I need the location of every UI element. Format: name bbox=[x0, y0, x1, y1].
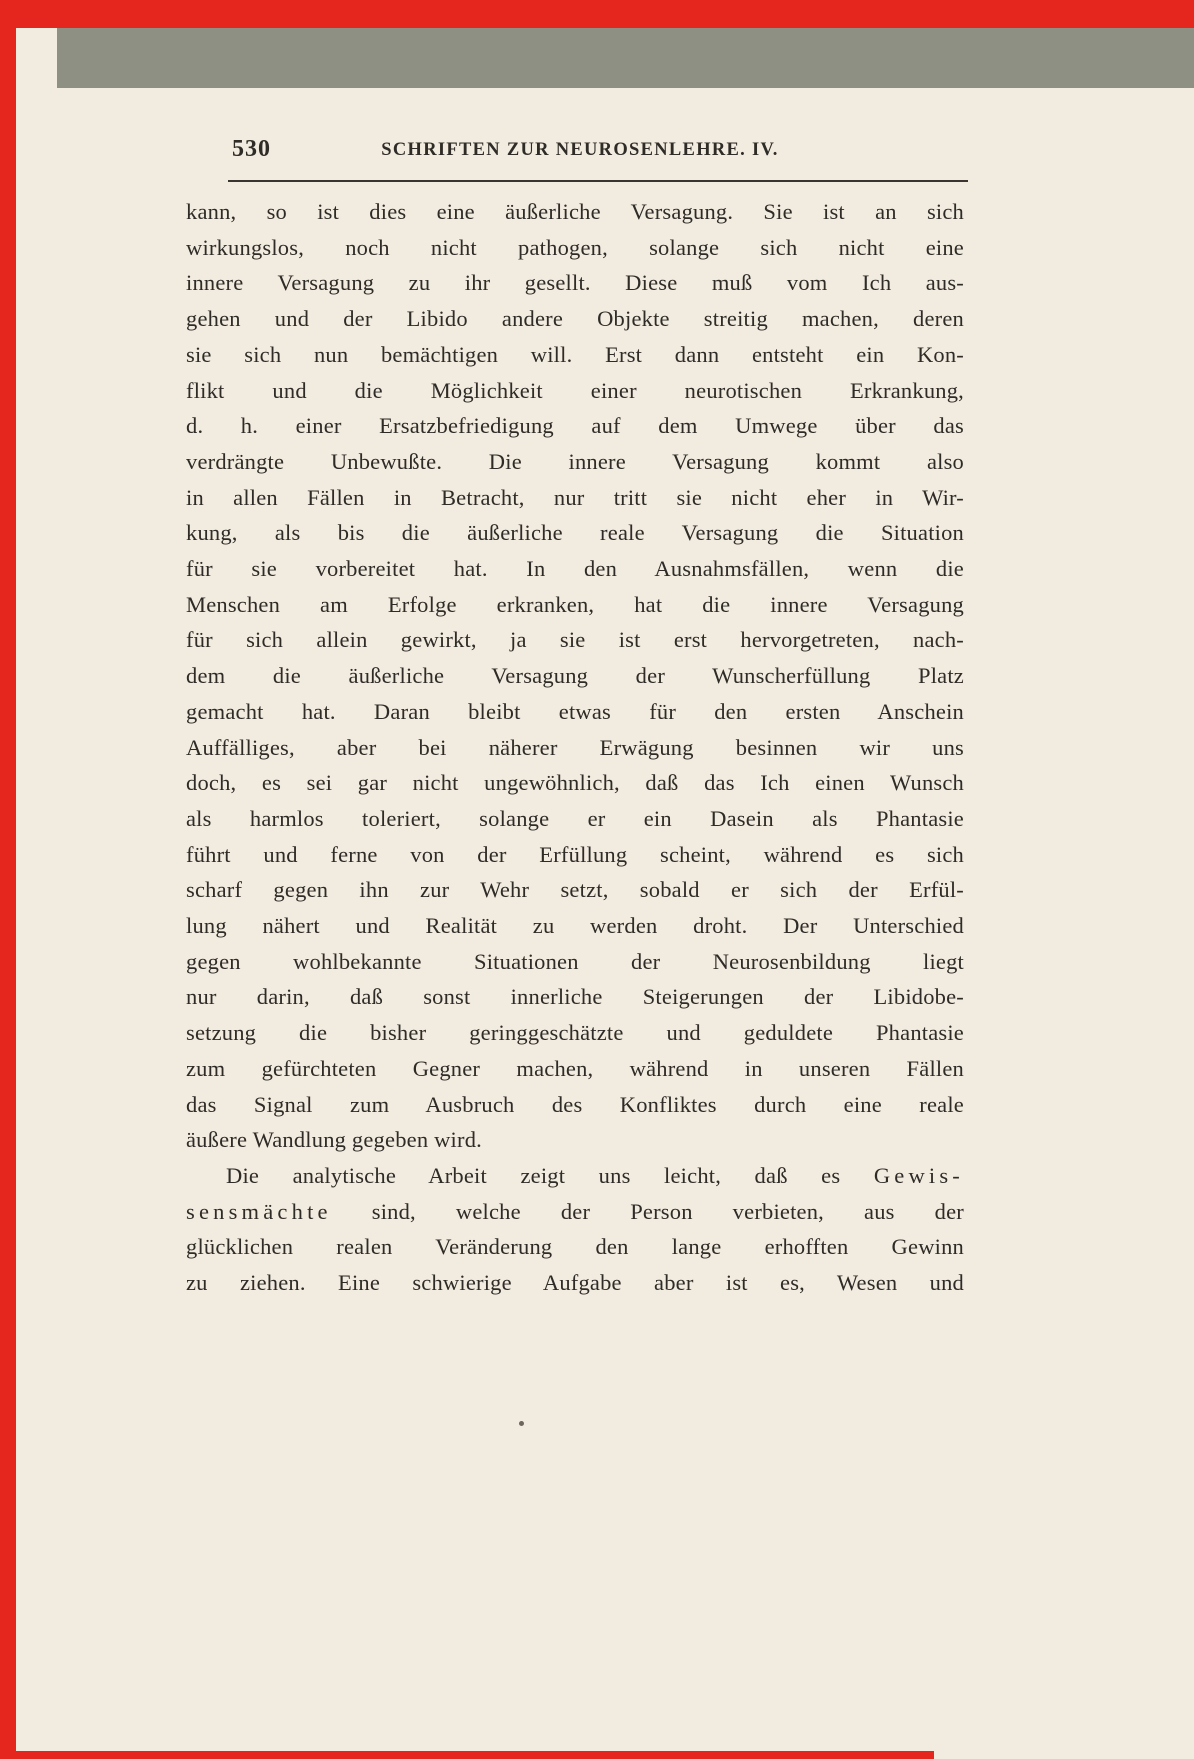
text-line bbox=[186, 765, 964, 801]
text-segment: als harmlos toleriert, solange er ein Dasein als Phantasie bbox=[186, 805, 964, 831]
text-line bbox=[186, 1265, 964, 1301]
text-line bbox=[186, 515, 964, 551]
text-segment: zu ziehen. Eine schwierige Aufgabe aber ist es, Wesen und bbox=[186, 1270, 964, 1296]
text-segment: Auffälliges, aber bei näherer Erwägung besinnen wir uns bbox=[186, 734, 964, 760]
text-segment: für sich allein gewirkt, ja sie ist erst hervorgetreten, nach- bbox=[186, 627, 964, 653]
text-segment: nur darin, daß sonst innerliche Steigerungen der Libidobe- bbox=[186, 984, 964, 1010]
text-segment: für sie vorbereitet hat. In den Ausnahmsfällen, wenn die bbox=[186, 556, 964, 582]
running-title: SCHRIFTEN ZUR NEUROSENLEHRE. IV. bbox=[381, 140, 779, 160]
text-segment: d. h. einer Ersatzbefriedigung auf dem Umwege über das bbox=[186, 413, 964, 439]
scan-red-edge-top bbox=[0, 0, 1194, 28]
text-line bbox=[186, 622, 964, 658]
text-segment: Die analytische Arbeit zeigt uns leicht, daß es bbox=[226, 1162, 874, 1188]
scan-speck bbox=[519, 1421, 524, 1426]
text-line bbox=[186, 194, 964, 230]
text-line bbox=[186, 1122, 964, 1158]
text-line bbox=[186, 444, 964, 480]
text-segment: flikt und die Möglichkeit einer neurotischen Erkrankung, bbox=[186, 377, 964, 403]
text-line bbox=[186, 1229, 964, 1265]
text-line bbox=[186, 1015, 964, 1051]
letterspaced-emphasis: Gewis- bbox=[873, 1162, 964, 1188]
scan-red-edge-bottom bbox=[14, 1751, 934, 1759]
scan-gray-band bbox=[57, 28, 1194, 88]
text-line bbox=[186, 730, 964, 766]
text-segment: gegen wohlbekannte Situationen der Neurosenbildung liegt bbox=[186, 948, 964, 974]
text-segment: das Signal zum Ausbruch des Konfliktes durch eine reale bbox=[186, 1091, 964, 1117]
page-number: 530 bbox=[232, 136, 271, 162]
text-line bbox=[186, 837, 964, 873]
text-line bbox=[186, 230, 964, 266]
text-line bbox=[186, 587, 964, 623]
text-line bbox=[186, 1158, 964, 1194]
text-segment: zum gefürchteten Gegner machen, während in unseren Fällen bbox=[186, 1055, 964, 1081]
text-line bbox=[186, 908, 964, 944]
text-line bbox=[186, 944, 964, 980]
text-line bbox=[186, 979, 964, 1015]
text-segment: doch, es sei gar nicht ungewöhnlich, daß das Ich einen Wunsch bbox=[186, 770, 964, 796]
text-segment: führt und ferne von der Erfüllung scheint, während es sich bbox=[186, 841, 964, 867]
text-line bbox=[186, 1051, 964, 1087]
text-segment: wirkungslos, noch nicht pathogen, solange sich nicht eine bbox=[186, 234, 964, 260]
body-text bbox=[186, 194, 964, 1301]
text-segment: gehen und der Libido andere Objekte streitig machen, deren bbox=[186, 306, 964, 332]
text-line bbox=[186, 694, 964, 730]
text-line bbox=[186, 480, 964, 516]
text-segment: sie sich nun bemächtigen will. Erst dann entsteht ein Kon- bbox=[186, 341, 964, 367]
page-header bbox=[186, 136, 964, 176]
text-line bbox=[186, 551, 964, 587]
text-line bbox=[186, 872, 964, 908]
letterspaced-emphasis: sensmächte bbox=[186, 1198, 332, 1224]
text-segment: lung nähert und Realität zu werden droht. Der Unterschied bbox=[186, 913, 964, 939]
text-segment: Menschen am Erfolge erkranken, hat die innere Versagung bbox=[186, 591, 964, 617]
text-line bbox=[186, 408, 964, 444]
text-segment: glücklichen realen Veränderung den lange erhofften Gewinn bbox=[186, 1234, 964, 1260]
text-segment: verdrängte Unbewußte. Die innere Versagung kommt also bbox=[186, 448, 964, 474]
text-segment: in allen Fällen in Betracht, nur tritt sie nicht eher in Wir- bbox=[186, 484, 964, 510]
text-line bbox=[186, 301, 964, 337]
text-segment: gemacht hat. Daran bleibt etwas für den ersten Anschein bbox=[186, 698, 964, 724]
text-segment: kann, so ist dies eine äußerliche Versagung. Sie ist an sich bbox=[186, 199, 964, 224]
text-segment: innere Versagung zu ihr gesellt. Diese muß vom Ich aus- bbox=[186, 270, 964, 296]
text-segment: dem die äußerliche Versagung der Wunscherfüllung Platz bbox=[186, 663, 964, 689]
text-line bbox=[186, 1087, 964, 1123]
text-line bbox=[186, 658, 964, 694]
text-line bbox=[186, 1194, 964, 1230]
text-segment: sind, welche der Person verbieten, aus der bbox=[331, 1198, 964, 1224]
text-line bbox=[186, 337, 964, 373]
text-line bbox=[186, 801, 964, 837]
text-segment: scharf gegen ihn zur Wehr setzt, sobald er sich der Erfül- bbox=[186, 877, 964, 903]
text-line bbox=[186, 373, 964, 409]
header-rule bbox=[228, 180, 968, 182]
text-segment: äußere Wandlung gegeben wird. bbox=[186, 1127, 482, 1153]
text-segment: kung, als bis die äußerliche reale Versagung die Situation bbox=[186, 520, 964, 546]
scan-red-edge-left bbox=[0, 0, 16, 1759]
text-line bbox=[186, 265, 964, 301]
text-segment: setzung die bisher geringgeschätzte und geduldete Phantasie bbox=[186, 1020, 964, 1046]
